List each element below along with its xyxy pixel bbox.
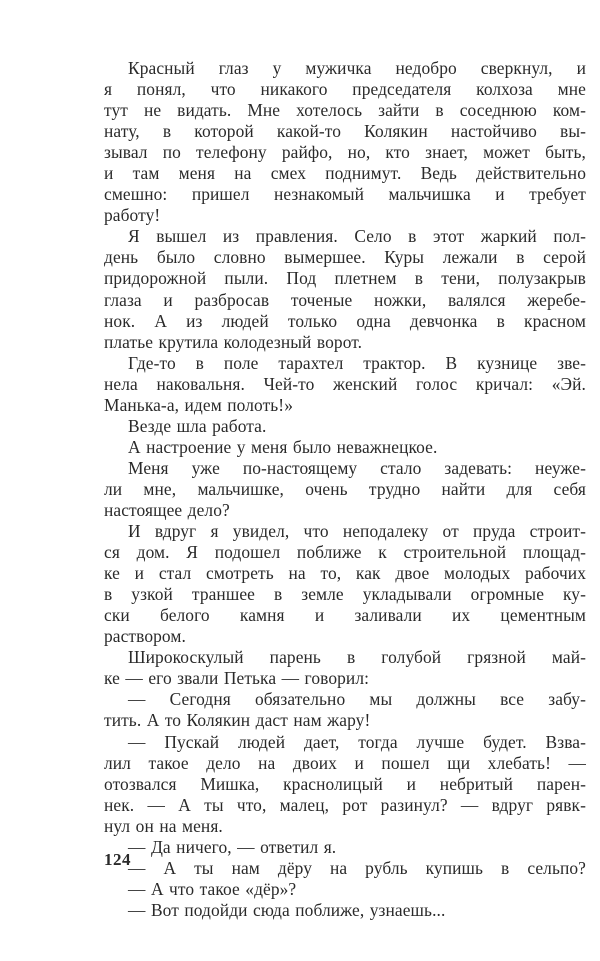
text-line: — Пускай людей дает, тогда лучше будет. Взва-: [128, 731, 586, 752]
text-line: И вдруг я увидел, что неподалеку от пруда строит-: [128, 521, 586, 542]
text-line: работу!: [104, 205, 161, 226]
text-line: ке и стал смотреть на то, как двое молодых рабочих: [104, 563, 586, 584]
text-line: нул он на меня.: [104, 815, 223, 836]
text-line: ке — его звали Петька — говорил:: [104, 668, 370, 689]
text-line: ся дом. Я подошел поближе к строительной площад-: [104, 542, 586, 563]
text-line: Везде шла работа.: [128, 415, 267, 436]
text-line: Меня уже по-настоящему стало задевать: неуже-: [128, 457, 586, 478]
text-line: отозвался Мишка, краснолицый и небритый парен-: [104, 773, 586, 794]
text-line: раствором.: [104, 626, 186, 647]
text-line: я понял, что никакого председателя колхоза мне: [104, 79, 586, 100]
text-line: платье крутила колодезный ворот.: [104, 331, 363, 352]
text-line: глаза и разбросав точеные ножки, валялся жеребе-: [104, 289, 586, 310]
text-line: нату, в которой какой-то Колякин настойчиво вы-: [104, 121, 586, 142]
text-line: — Да ничего, — ответил я.: [128, 836, 337, 857]
text-line: смешно: пришел незнакомый мальчишка и требует: [104, 184, 586, 205]
text-line: — А что такое «дёр»?: [128, 878, 297, 899]
text-line: ли мне, мальчишке, очень трудно найти для себя: [104, 478, 586, 499]
text-line: нок. А из людей только одна девчонка в красном: [104, 310, 586, 331]
text-line: тут не видать. Мне хотелось зайти в соседнюю ком-: [104, 100, 586, 121]
page-number: 124: [104, 850, 131, 869]
text-line: Красный глаз у мужичка недобро сверкнул, и: [128, 58, 586, 78]
text-line: ски белого камня и заливали их цементным: [104, 605, 586, 626]
text-line: — Вот подойди сюда поближе, узнаешь...: [128, 899, 446, 920]
text-line: нек. — А ты что, малец, рот разинул? — вдруг рявк-: [104, 794, 586, 815]
text-line: — Сегодня обязательно мы должны все забу-: [128, 689, 586, 710]
text-line: лил такое дело на двоих и пошел щи хлебать! —: [104, 752, 586, 773]
text-line: Манька-а, идем полоть!»: [104, 394, 293, 415]
text-line: Где-то в поле тарахтел трактор. В кузнице зве-: [128, 352, 586, 373]
text-line: день было словно вымершее. Куры лежали в серой: [104, 247, 586, 268]
text-line: и там меня на смех поднимут. Ведь действительно: [104, 163, 586, 184]
text-line: — А ты нам дёру на рубль купишь в сельпо?: [128, 857, 586, 878]
text-line: придорожной пыли. Под плетнем в тени, полузакрыв: [104, 268, 586, 289]
text-line: Я вышел из правления. Село в этот жаркий пол-: [128, 226, 586, 247]
text-line: настоящее дело?: [104, 499, 230, 520]
text-line: в узкой траншее в земле укладывали огромные ку-: [104, 584, 586, 605]
text-line: Широкоскулый парень в голубой грязной май-: [128, 647, 586, 668]
text-line: А настроение у меня было неважнецкое.: [128, 436, 438, 457]
body-text: [104, 58, 586, 921]
text-line: тить. А то Колякин даст нам жару!: [104, 710, 371, 731]
text-line: нела наковальня. Чей-то женский голос кричал: «Эй.: [104, 373, 586, 394]
text-line: зывал по телефону райфо, но, кто знает, может быть,: [104, 142, 586, 163]
